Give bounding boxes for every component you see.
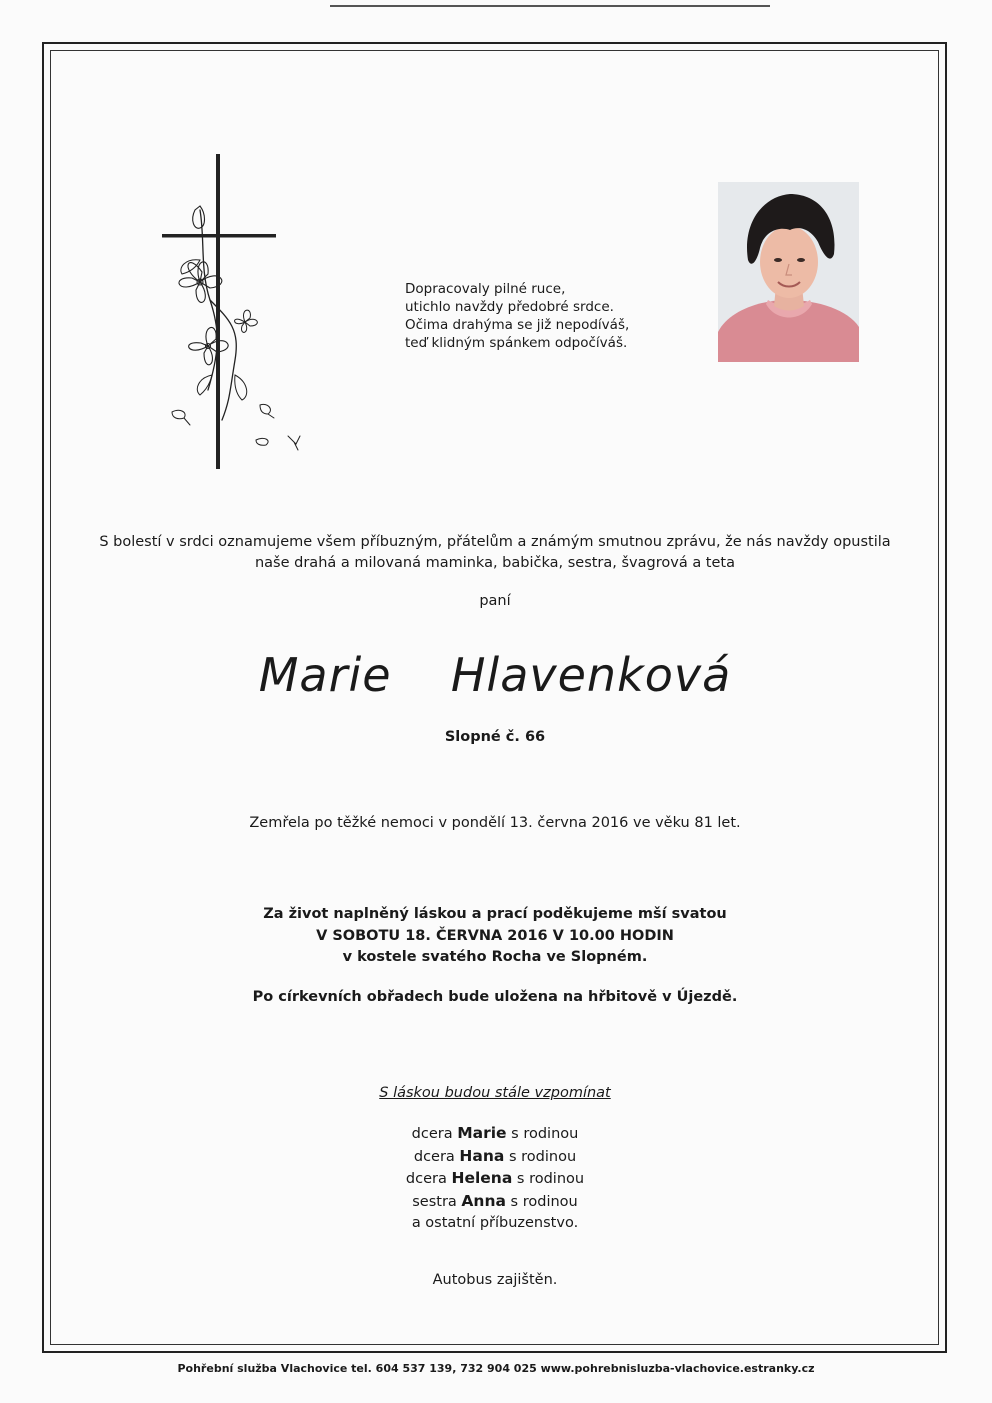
portrait-photo <box>718 182 859 362</box>
mourner-name: Hana <box>459 1146 505 1165</box>
mourners-other: a ostatní příbuzenstvo. <box>411 1215 579 1231</box>
mourner-row <box>60 1123 930 1146</box>
mourner-row <box>60 1168 930 1191</box>
mass-info <box>60 904 930 969</box>
mourner-suffix: s rodinou <box>512 1171 585 1187</box>
verse-line: utichlo navždy předobré srdce. <box>405 299 614 315</box>
mourner-suffix: s rodinou <box>504 1148 577 1165</box>
mourner-relation: sestra <box>412 1193 462 1210</box>
verse-line: teď klidným spánkem odpočíváš. <box>405 335 628 351</box>
mourner-suffix: s rodinou <box>505 1193 578 1210</box>
mourners-list <box>60 1123 930 1235</box>
mourner-relation: dcera <box>413 1148 460 1165</box>
mourner-name: Anna <box>461 1191 506 1210</box>
announcement-line: naše drahá a milovaná maminka, babička, sestra, švagrová a teta <box>254 555 735 571</box>
mourner-relation: dcera <box>411 1126 458 1142</box>
mourner-relation: dcera <box>405 1171 452 1187</box>
verse-line: Dopracovaly pilné ruce, <box>405 281 566 297</box>
burial-info: Po církevních obřadech bude uložena na hřbitově v Újezdě. <box>252 989 738 1005</box>
deceased-name: Marie Hlavenková <box>258 648 732 702</box>
death-notice: Zemřela po těžké nemoci v pondělí 13. června 2016 ve věku 81 let. <box>249 815 741 831</box>
announcement-line: S bolestí v srdci oznamujeme všem příbuzným, přátelům a známým smutnou zprávu, že nás navždy opustila <box>99 534 891 550</box>
mass-line: Za život naplněný láskou a prací poděkujeme mší svatou <box>263 906 727 922</box>
mourner-row <box>60 1191 930 1214</box>
mourner-row <box>60 1146 930 1169</box>
mass-line: V SOBOTU 18. ČERVNA 2016 V 10.00 HODIN <box>316 927 674 944</box>
mourner-name: Helena <box>451 1169 513 1187</box>
funeral-service-footer: Pohřební služba Vlachovice tel. 604 537 139, 732 904 025 www.pohrebnisluzba-vlachovice.estranky.cz <box>177 1362 815 1375</box>
announcement <box>60 532 930 574</box>
scan-edge-line <box>330 5 770 7</box>
mourners-title: S láskou budou stále vzpomínat <box>379 1085 611 1101</box>
mass-line: v kostele svatého Rocha ve Slopném. <box>342 949 648 965</box>
mourner-name: Marie <box>457 1124 507 1142</box>
verse-line: Očima drahýma se již nepodíváš, <box>405 317 630 333</box>
cross-with-flowers-icon <box>160 150 320 475</box>
salutation: paní <box>479 593 511 609</box>
bus-note: Autobus zajištěn. <box>432 1272 558 1288</box>
memorial-verse <box>405 280 665 352</box>
mourner-suffix: s rodinou <box>506 1126 579 1142</box>
address: Slopné č. 66 <box>444 729 546 745</box>
